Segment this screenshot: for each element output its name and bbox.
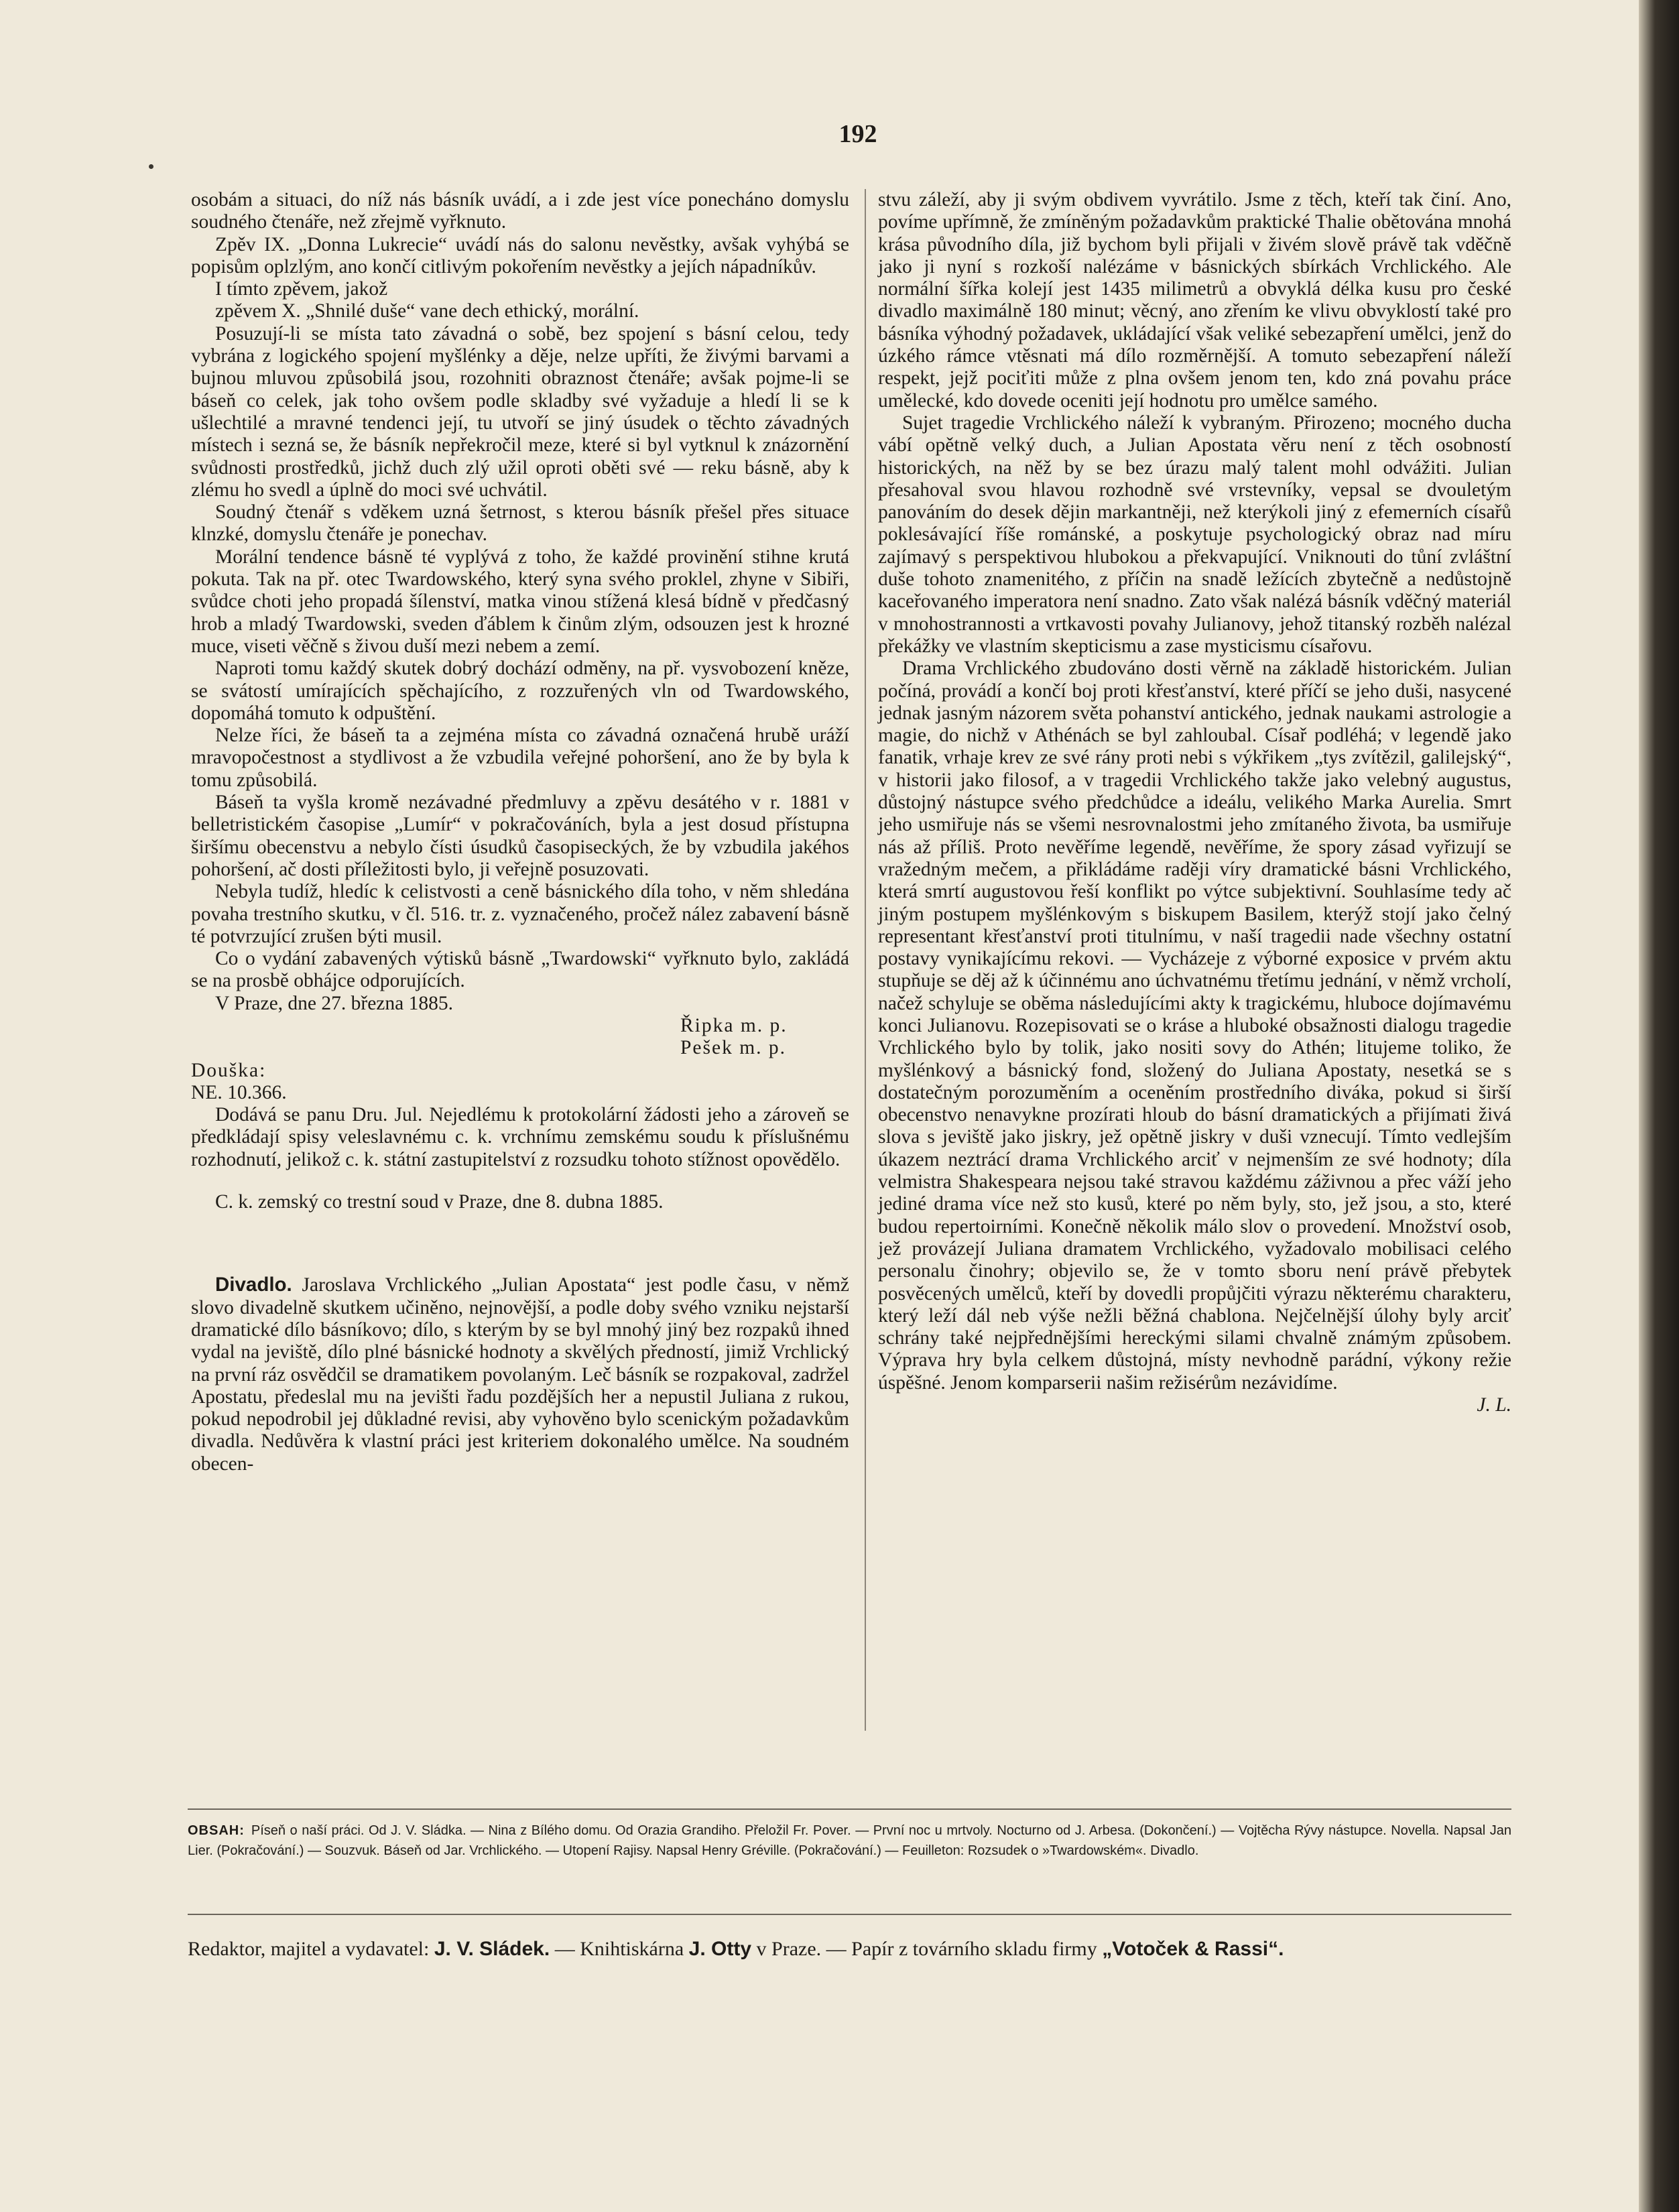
- paragraph: Báseň ta vyšla kromě nezávadné předmluvy a zpěvu desátého v r. 1881 v belletristickém časopise „Lumír“ v pokračováních, byla a jest dosud přístupna širšímu obecenstvu a nebylo čísti úsudků časopiseckých, že by vzbudila jakéhos pohoršení, ač dosti příležitosti bylo, ji veřejně posuzovati.: [191, 792, 849, 880]
- paragraph: Dodává se panu Dru. Jul. Nejedlému k protokolární žádosti jeho a zároveň se předkládají spisy veleslavnému c. k. vrchnímu zemskému soudu k příslušnému rozhodnutí, jelikož c. k. státní zastupitelství z rozsudku tohoto stížnost opovědělo.: [191, 1104, 849, 1170]
- paragraph: stvu záleží, aby ji svým obdivem vyvrátilo. Jsme z těch, kteří tak činí. Ano, povíme upřímně, že zmíněným požadavkům praktické Thalie obětována mnohá krása původního díla, již bychom byli přijali v živém slově právě tak vděčně jako ji nyní s rozkoší nalézáme v básnických sbírkách Vrchlického. Ale normální šířka kolejí jest 1435 milimetrů a obvyklá délka kusu pro české divadlo maximálně 180 minut; věcný, ano zřením ke vlivu obvyklostí také pro básníka výhodný požadavek, ukládající však veliké sebezapření umělci, jenž do úzkého rámce vtěsnati má dílo rozměrnější. A tomuto sebezapření náleží respekt, jejž pociťiti může z plna ovšem jenom ten, kdo zná povahu práce umělecké, kdo dovede oceniti její hodnotu pro umělce samého.: [878, 189, 1511, 412]
- paragraph: Zpěv IX. „Donna Lukrecie“ uvádí nás do salonu nevěstky, avšak vyhýbá se popisům oplzlým, ano končí citlivým pokořením nevěstky a jejích nápadníkův.: [191, 233, 849, 278]
- paragraph: Soudný čtenář s vděkem uzná šetrnost, s kterou básník přešel přes situace klnzké, domyslu čtenáře je ponechav.: [191, 501, 849, 546]
- signatures: [680, 1015, 849, 1060]
- paragraph: Morální tendence básně té vyplývá z toho, že každé provinění stihne krutá pokuta. Tak na př. otec Twardowského, který syna svého proklel, zhyne v Sibiři, svůdce choti jeho propadá šílenství, matka vinou stížená klesá bídně v předčasný hrob a mladý Twardowski, sveden ďáblem k činům zlým, odsouzen jest k hrozné muce, viseti věčně s živou duší mezi nebem a zemí.: [191, 546, 849, 657]
- paragraph: Nebyla tudíž, hledíc k celistvosti a ceně básnického díla toho, v něm shledána povaha trestního skutku, v čl. 516. tr. z. vyznačeného, pročež nález zabavení básně té potvrzující zrušen býti musil.: [191, 881, 849, 947]
- right-column: [878, 189, 1511, 1416]
- printer-name: J. Otty: [688, 1938, 752, 1960]
- ink-dot: [149, 164, 153, 169]
- imprint-text: — Knihtiskárna: [554, 1938, 684, 1960]
- column-divider: [865, 189, 866, 1731]
- author-signature: J. L.: [1477, 1394, 1511, 1416]
- paragraph: Sujet tragedie Vrchlického náleží k vybraným. Přirozeno; mocného ducha vábí opětně velký duch, a Julian Apostata věru není z těch osobností historických, na něž by se bez úrazu malý talent mohl odvážiti. Julian přesahoval svou hlavou rozhodně své vrstevníky, vepsal se dvouletým panováním do desek dějin markantněji, než kterýkoli jiný z efemerních císařů poklesávající říše románské, a poskytuje psychologický obraz nad míru zajímavý s perspektivou hlubokou a překvapující. Vniknouti do tůní zvláštní duše tohoto znamenitého, z příčin na snadě ležících zbytečně a nedůstojně kaceřovaného imperatora není snadno. Zato však nalézá básník vděčný materiál v mnohostrannosti a vrtkavosti povahy Julianovy, jehož titanský rozběh nalézal překážky ve vlastním skepticismu a zase mysticismu císařovu.: [878, 412, 1511, 657]
- contents-label: OBSAH:: [188, 1823, 245, 1838]
- paragraph: osobám a situaci, do níž nás básník uvádí, a i zde jest více ponecháno domyslu soudného čtenáře, než zřejmě vyřknuto.: [191, 189, 849, 233]
- paragraph: C. k. zemský co trestní soud v Praze, dne 8. dubna 1885.: [215, 1191, 664, 1213]
- imprint-text: v Praze. — Papír z továrního skladu firmy: [756, 1938, 1097, 1960]
- paper-firm: „Votoček & Rassi“.: [1102, 1938, 1284, 1960]
- paragraph: Jaroslava Vrchlického „Julian Apostata“ jest podle času, v němž slovo divadelně skutkem učiněno, nejnovější, a podle doby svého vzniku nejstarší dramatické dílo básníkovo; dílo, s kterým by se byl mnohý jiný bez rozpaků ihned vydal na jeviště, dílo plné básnické hodnoty a skvělých předností, jimiž Vrchlický na první ráz osvědčil se dramatikem povolaným. Leč básník se rozpakoval, zadržel Apostatu, předeslal mu na jevišti řadu pozdějších her a nepustil Juliana z rukou, pokud nepodrobil jej důkladné revisi, aby vyhověno bylo scenickým požadavkům divadla. Nedůvěra k vlastní práci jest kriteriem dokonalého umělce. Na soudném obecen-: [191, 1274, 849, 1475]
- case-number: NE. 10.366.: [191, 1081, 287, 1103]
- paragraph: Co o vydání zabavených výtisků básně „Twardowski“ vyřknuto bylo, zakládá se na prosbě obhájce odporujících.: [191, 948, 849, 992]
- editor-name: J. V. Sládek.: [434, 1938, 550, 1960]
- paragraph: Posuzují-li se místa tato závadná o sobě, bez spojení s básní celou, tedy vybrána z logického spojení myšlénky a děje, nelze upříti, že živými barvami a bujnou mluvou způsobilá jsou, rozohniti obraznost čtenáře; avšak pojme-li se báseň co celek, jak toho ovšem podle skladby své vyžaduje a hledí li se k ušlechtilé a mravné tendenci její, tu utvoří se jiný úsudek o těchto závadných místech i sezná se, že básník nepřekročil meze, které si byl vytknul k znázornění svůdnosti prostředků, jichž duch zlý užil oproti oběti své — reku básně, aby k zlému ho svedl a úplně do moci své uchvátil.: [191, 322, 849, 501]
- divider-line: [188, 1808, 1511, 1810]
- verdict-date: V Praze, dne 27. března 1885.: [215, 992, 453, 1014]
- paragraph: Naproti tomu každý skutek dobrý dochází odměny, na př. vysvobození kněze, se svátostí umírajících spěchajícího, z rozzuřených vln od Twardowského, dopomáhá tomuto k odpuštění.: [191, 658, 849, 724]
- signature: Řipka m. p.: [680, 1014, 788, 1036]
- contents-text: Píseň o naší práci. Od J. V. Sládka. — Nina z Bílého domu. Od Orazia Grandiho. Přeložil Fr. Pover. — První noc u mrtvoly. Nocturno od J. Arbesa. (Dokončení.) — Vojtěcha Rývy nástupce. Novella. Napsal Jan Lier. (Pokračování.) — Souzvuk. Báseň od Jar. Vrchlického. — Utopení Rajisy. Napsal Henry Gréville. (Pokračování.) — Feuilleton: Rozsudek o »Twardowském«. Divadlo.: [188, 1823, 1511, 1858]
- paragraph: I tímto zpěvem, jakož: [215, 278, 388, 300]
- paragraph: zpěvem X. „Shnilé duše“ vane dech ethický, morální.: [215, 300, 639, 322]
- book-edge: [1639, 0, 1679, 2212]
- article-heading: Divadlo.: [215, 1274, 292, 1296]
- imprint-line: [188, 1937, 1511, 1961]
- paragraph: Nelze říci, že báseň ta a zejména místa co závadná označená hrubě uráží mravopočestnost a stydlivost a že vzbudila veřejné pohoršení, ano že by byla k tomu způsobilá.: [191, 725, 849, 791]
- divadlo-article: [191, 1274, 849, 1475]
- table-of-contents: [188, 1821, 1511, 1861]
- imprint-text: Redaktor, majitel a vydavatel:: [188, 1938, 430, 1960]
- section-heading: Douška:: [191, 1059, 267, 1081]
- signature: Pešek m. p.: [680, 1037, 787, 1059]
- paragraph: Drama Vrchlického zbudováno dosti věrně na základě historickém. Julian počíná, provádí a končí boj proti křesťanství, které příčí se jeho duši, nasycené jednak jasným názorem světa pohanství antického, jednak naukami astrologie a magie, do nichž v Athénách se byl zahloubal. Císař podléhá; v legendě jako fanatik, vrhaje krev ze své rány proti nebi s výkřikem „tys zvítězil, galilejský“, v historii jako filosof, a v tragedii Vrchlického takže jako velebný augustus, důstojný nástupce svého předchůdce a ideálu, velikého Marka Aurelia. Smrt jeho usmiřuje nás se všemi nesrovnalostmi jeho zmítaného života, ba usmiřuje nás až příliš. Proto nevěříme legendě, nevěříme, že spory zásad vyřizují se vražedným mečem, a přikládáme raději víry dramatické básni Vrchlického, která smrtí augustovou řeší konflikt po výtce subjektivní. Souhlasíme tedy ač jiným postupem myšlénkovým s biskupem Basilem, kterýž stojí jako čelný representant křesťanství proti titulnímu, v naší tragedii nade všechny ostatní postavy vynikajícímu rekovi. — Vycházeje z výborné exposice v prvém aktu stupňuje se děj až k účinnému ano úchvatnému třetímu jednání, v němž vrcholí, načež schyluje se oběma následujícími akty k tragickému, hluboce dojímavému konci Julianovu. Rozepisovati se o kráse a hluboké obsažnosti dialogu tragedie Vrchlického bylo by tolik, jako nositi sovy do Athén; litujeme toliko, že myšlénkový a básnický fond, složený do Juliana Apostaty, nesetká se s dostatečným porozuměním a oceněním prostředního diváka, pokud si širší obecenstvo nenavykne prozírati hloub do básní dramatických a přijímati živá slova s jeviště jako jiskry, jež opětně jiskry v duši vznecují. Tímto vedlejším úkazem neztrácí drama Vrchlického arciť v nejmenším ze své hodnoty; díla velmistra Shakespeara nejsou také stravou každému záživnou a přec váží jeho jediné drama více než sto kusů, které po něm byly, sto, jež jsou, a sto, které budou repertoirními. Konečně několik málo slov o provedení. Množství osob, jež provázejí Juliana dramatem Vrchlického, vyžadovalo mobilisaci celého personalu činohry; objevilo se, že v tomto sboru není právě přebytek posvěcených umělců, kteří by dovedli propůjčiti výrazu některému charakteru, který leží dál neb výše nežli běžná chablona. Nejčelnější úlohy byly arciť schrány také nejpřednějšími hereckými silami chvalně známým způsobem. Výprava hry byla celkem důstojná, místy nevhodně parádní, výkony režie úspěšné. Jenom komparserii našim režisérům nezávidíme.: [878, 658, 1511, 1394]
- page-number: 192: [838, 120, 877, 148]
- left-column: [191, 189, 849, 1475]
- divider-line: [188, 1914, 1511, 1915]
